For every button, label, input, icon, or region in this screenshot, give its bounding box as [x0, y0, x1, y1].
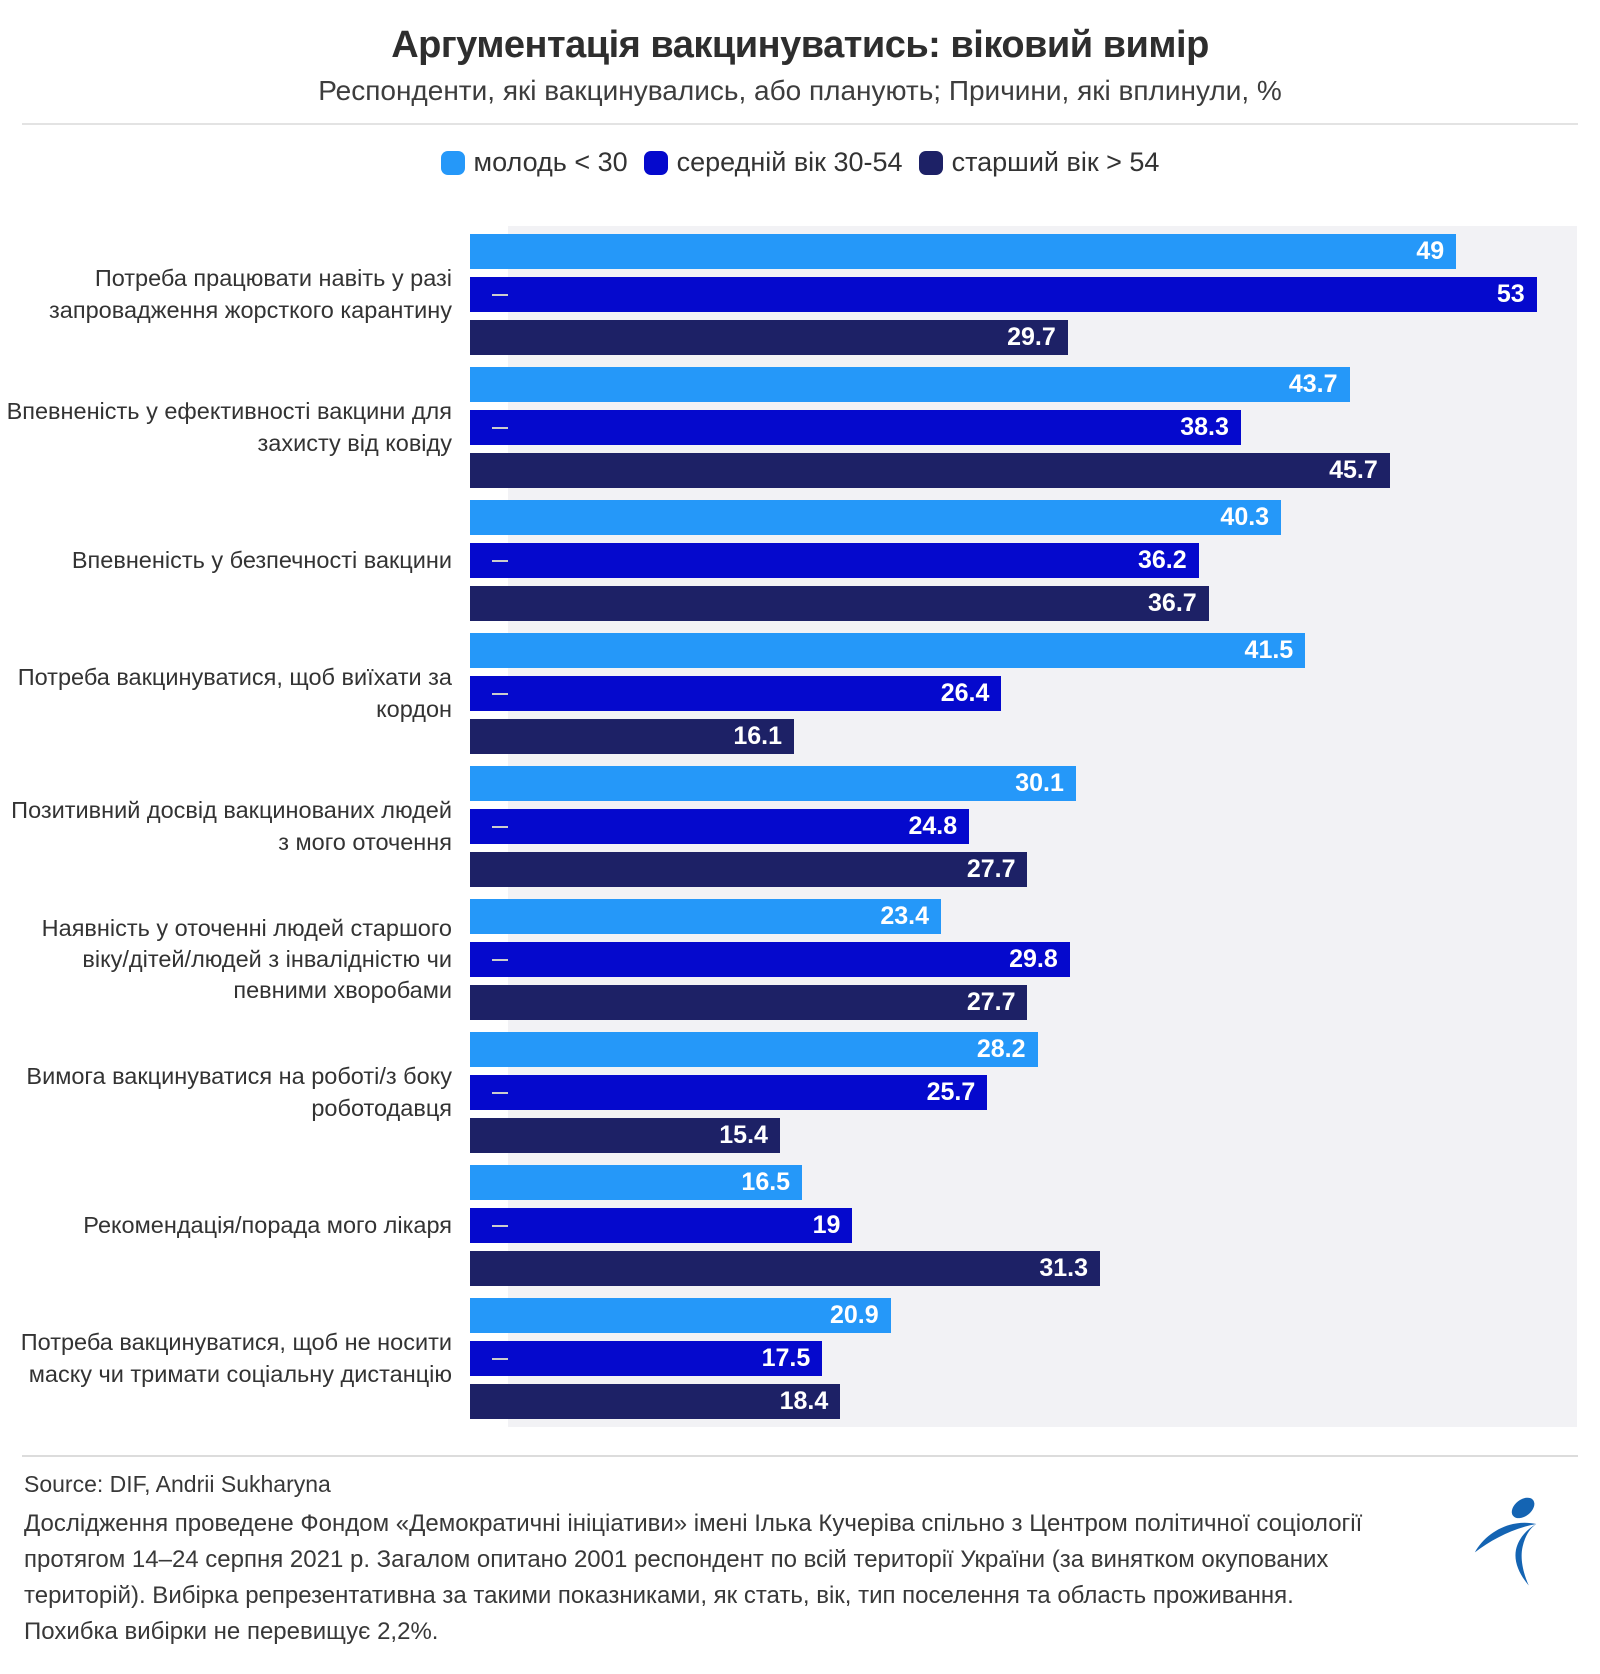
bar	[470, 234, 1456, 269]
header-divider	[22, 123, 1578, 125]
value-label: 29.8	[1009, 945, 1058, 973]
bar	[470, 676, 1001, 711]
bar	[470, 942, 1070, 977]
axis-tick	[492, 1358, 508, 1360]
bar	[470, 277, 1537, 312]
bar	[470, 1118, 780, 1153]
value-label: 43.7	[1288, 370, 1338, 398]
bar	[470, 1075, 987, 1110]
page-subtitle: Респонденти, які вакцинувались, або планують; Причини, які вплинули, %	[318, 75, 1282, 106]
value-label: 19	[812, 1211, 841, 1239]
bar	[470, 586, 1209, 621]
source-text: Source: DIF, Andrii Sukharyna	[24, 1471, 331, 1497]
value-label: 16.1	[733, 722, 783, 750]
bar	[470, 719, 794, 754]
bar	[470, 500, 1281, 535]
category-group	[0, 1298, 1577, 1419]
value-label: 25.7	[926, 1078, 976, 1106]
legend-item	[441, 147, 628, 178]
bar-chart	[0, 234, 1600, 1419]
bar	[470, 410, 1241, 445]
bar	[470, 1165, 802, 1200]
axis-tick	[492, 1092, 508, 1094]
value-label: 31.3	[1039, 1254, 1088, 1282]
bar	[470, 1208, 852, 1243]
axis-tick	[492, 693, 508, 695]
bar	[470, 1341, 822, 1376]
bar-group	[470, 1298, 1577, 1419]
bar	[470, 852, 1027, 887]
legend-label: молодь < 30	[473, 147, 628, 177]
bar	[470, 633, 1305, 668]
category-label: Рекомендація/порада мого лікаря	[83, 1211, 452, 1238]
bar	[470, 1298, 891, 1333]
axis-tick	[492, 560, 508, 562]
value-label: 36.7	[1148, 589, 1197, 617]
category-label: Потреба вакцинуватися, щоб виїхати за кордон	[17, 664, 452, 722]
value-label: 15.4	[719, 1121, 768, 1149]
legend-item	[919, 147, 1160, 178]
value-label: 27.7	[966, 855, 1016, 883]
bar	[470, 453, 1390, 488]
dif-logo	[1472, 1495, 1542, 1589]
legend-swatch-icon	[441, 151, 465, 175]
axis-tick	[492, 427, 508, 429]
footer	[22, 1455, 1578, 1650]
value-label: 41.5	[1244, 636, 1294, 664]
category-group	[0, 500, 1577, 621]
legend-item	[644, 147, 903, 178]
axis-tick	[492, 826, 508, 828]
bar-group	[470, 500, 1577, 621]
category-label: Потреба вакцинуватися, щоб не носити маску чи тримати соціальну дистанцію	[20, 1329, 452, 1387]
bar	[470, 543, 1199, 578]
axis-tick	[492, 294, 508, 296]
category-group	[0, 1165, 1577, 1286]
bar	[470, 809, 969, 844]
value-label: 24.8	[908, 812, 958, 840]
value-label: 17.5	[761, 1344, 811, 1372]
value-label: 20.9	[829, 1301, 879, 1329]
category-group	[0, 367, 1577, 488]
bar	[470, 320, 1068, 355]
axis-tick	[492, 959, 508, 961]
value-label: 28.2	[976, 1035, 1026, 1063]
bar-group	[470, 1032, 1577, 1153]
bar-group	[470, 899, 1577, 1020]
category-group	[0, 899, 1577, 1020]
value-label: 49	[1416, 237, 1445, 265]
legend-label: середній вік 30-54	[676, 147, 903, 177]
category-label: Наявність у оточенні людей старшого віку/дітей/людей з інвалідністю чи певними хворобами	[41, 914, 452, 1003]
bar	[470, 899, 941, 934]
legend	[0, 147, 1600, 178]
value-label: 45.7	[1329, 456, 1378, 484]
value-label: 38.3	[1180, 413, 1229, 441]
page	[0, 24, 1600, 1674]
value-label: 27.7	[966, 988, 1016, 1016]
category-group	[0, 633, 1577, 754]
value-label: 53	[1496, 280, 1525, 308]
value-label: 36.2	[1137, 546, 1187, 574]
page-title: Аргументація вакцинуватись: віковий вимір	[391, 24, 1209, 66]
bar	[470, 1384, 840, 1419]
bar	[470, 985, 1027, 1020]
category-group	[0, 234, 1577, 355]
value-label: 40.3	[1220, 503, 1270, 531]
bar-group	[470, 633, 1577, 754]
category-label: Потреба працювати навіть у разі запровадження жорсткого карантину	[49, 265, 452, 323]
bar	[470, 1251, 1100, 1286]
bar	[470, 766, 1076, 801]
value-label: 29.7	[1007, 323, 1056, 351]
value-label: 16.5	[741, 1168, 791, 1196]
bar	[470, 1032, 1038, 1067]
methodology-note: Дослідження проведене Фондом «Демократичні ініціативи» імені Ілька Кучеріва спільно з Центром політичної соціології протягом 14–24 серпня 2021 р. Загалом опитано 2001 респондент по всій території України (за винятком окупованих територій). Вибірка репрезентативна за такими показниками, як стать, вік, тип поселення та область проживання. Похибка вибірки не перевищує 2,2%.	[24, 1510, 1363, 1645]
legend-swatch-icon	[644, 151, 668, 175]
value-label: 23.4	[880, 902, 930, 930]
bar-group	[470, 234, 1577, 355]
bar-group	[470, 1165, 1577, 1286]
category-label: Впевненість у ефективності вакцини для захисту від ковіду	[6, 398, 452, 456]
category-label: Вимога вакцинуватися на роботі/з боку роботодавця	[26, 1063, 452, 1121]
value-label: 30.1	[1015, 769, 1064, 797]
category-label: Впевненість у безпечності вакцини	[71, 546, 452, 573]
axis-tick	[492, 1225, 508, 1227]
category-group	[0, 1032, 1577, 1153]
category-label: Позитивний досвід вакцинованих людей з мого оточення	[11, 797, 452, 855]
value-label: 18.4	[779, 1387, 829, 1415]
legend-swatch-icon	[919, 151, 943, 175]
legend-label: старший вік > 54	[951, 147, 1160, 177]
bar-group	[470, 766, 1577, 887]
bar-group	[470, 367, 1577, 488]
value-label: 26.4	[940, 679, 990, 707]
bar	[470, 367, 1350, 402]
category-group	[0, 766, 1577, 887]
